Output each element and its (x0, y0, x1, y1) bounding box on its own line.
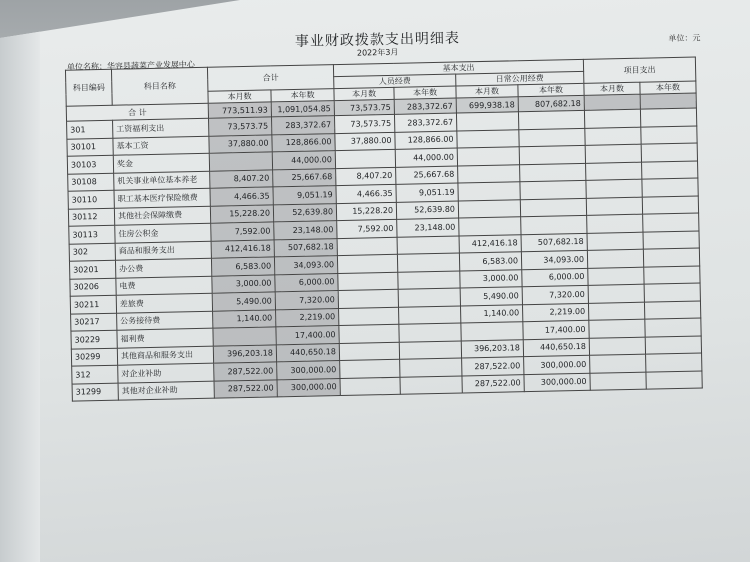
cell-pers-year (399, 340, 461, 359)
cell-code: 30299 (71, 348, 117, 366)
cell-proj-month (587, 249, 643, 268)
cell-total-year: 300,000.00 (277, 378, 340, 397)
cell-code: 30101 (67, 138, 113, 156)
cell-pers-year (399, 323, 461, 342)
total-label: 合 计 (66, 103, 208, 121)
cell-code: 30206 (70, 278, 116, 296)
cell-total-year: 17,400.00 (276, 326, 339, 345)
cell-pub-year: 17,400.00 (523, 320, 589, 339)
cell-pers-year: 44,000.00 (395, 148, 457, 167)
cell-name: 机关事业单位基本养老 (114, 171, 210, 191)
cell-proj-year (645, 335, 701, 354)
cell-name: 其他商品和服务支出 (117, 346, 213, 366)
cell-pub-year: 507,682.18 (521, 233, 587, 252)
cell-total-month: 287,522.00 (214, 362, 277, 381)
cell-pers-month (338, 272, 398, 291)
cell-proj-month (590, 354, 646, 373)
cell-pers-year (398, 271, 460, 290)
cell-proj-year (646, 353, 702, 372)
cell-pers-year: 52,639.80 (396, 201, 458, 220)
cell-name: 奖金 (113, 153, 209, 173)
cell-pers-month: 15,228.20 (336, 202, 396, 221)
cell-pub-year (520, 198, 586, 217)
document (52, 10, 710, 404)
cell-pers-year: 128,866.00 (395, 131, 457, 150)
cell-pub-month (458, 199, 520, 218)
cell-pub-year (520, 163, 586, 182)
cell-code: 301 (67, 120, 113, 138)
cell-proj-month (588, 267, 644, 286)
cell-name: 对企业补助 (118, 363, 214, 383)
cell-name: 福利费 (117, 328, 213, 348)
cell-pers-year (398, 288, 460, 307)
cell-pub-month: 396,203.18 (461, 339, 523, 358)
cell-pers-month: 37,880.00 (335, 132, 395, 151)
cell-proj-year (641, 143, 697, 162)
total-pers-year: 283,372.67 (394, 98, 456, 114)
cell-name: 电费 (116, 276, 212, 296)
cell-total-year: 440,650.18 (276, 343, 339, 362)
cell-total-year: 23,148.00 (274, 221, 337, 240)
cell-proj-year (642, 178, 698, 197)
cell-code: 30110 (68, 190, 114, 208)
total-month: 773,511.93 (208, 102, 271, 118)
cell-total-year: 2,219.00 (276, 308, 339, 327)
cell-code: 30113 (69, 225, 115, 243)
cell-pub-year (519, 128, 585, 147)
cell-pub-month (456, 112, 518, 131)
cell-name: 办公费 (115, 258, 211, 278)
cell-pub-month: 1,140.00 (460, 304, 522, 323)
cell-pub-month (457, 147, 519, 166)
cell-code: 30201 (69, 260, 115, 278)
cell-total-year: 44,000.00 (272, 151, 335, 170)
cell-total-month: 396,203.18 (213, 344, 276, 363)
cell-code: 30229 (71, 330, 117, 348)
total-year: 1,091,054.85 (271, 101, 334, 117)
cell-total-year: 507,682.18 (274, 238, 337, 257)
cell-pers-year (398, 306, 460, 325)
cell-proj-year (645, 318, 701, 337)
header-project: 项目支出 (583, 57, 695, 83)
cell-pers-year: 23,148.00 (397, 218, 459, 237)
cell-pub-year: 440,650.18 (523, 338, 589, 357)
cell-pers-month (340, 359, 400, 378)
cell-code: 302 (69, 243, 115, 261)
header-pub-month: 本月数 (456, 85, 518, 98)
cell-code: 30108 (68, 173, 114, 191)
cell-total-month (209, 152, 272, 171)
cell-total-year: 300,000.00 (277, 361, 340, 380)
total-pub-month: 699,938.18 (456, 97, 518, 113)
cell-pub-month (461, 322, 523, 341)
cell-pers-month (339, 307, 399, 326)
cell-code: 30217 (71, 313, 117, 331)
cell-pub-year: 2,219.00 (522, 303, 588, 322)
cell-total-month: 1,140.00 (213, 309, 276, 328)
cell-proj-month (589, 319, 645, 338)
cell-total-year: 9,051.19 (273, 186, 336, 205)
cell-total-year: 7,320.00 (275, 291, 338, 310)
cell-pub-month (457, 129, 519, 148)
header-pub-year: 本年数 (518, 83, 584, 96)
cell-pub-month: 287,522.00 (462, 357, 524, 376)
expenditure-table (65, 57, 703, 402)
cell-total-month: 4,466.35 (210, 187, 273, 206)
cell-pers-year: 283,372.67 (394, 113, 456, 132)
cell-proj-year (642, 196, 698, 215)
cell-pub-year: 300,000.00 (524, 355, 590, 374)
cell-total-year: 283,372.67 (271, 116, 334, 135)
header-code: 科目编码 (65, 69, 112, 106)
cell-total-year: 6,000.00 (275, 273, 338, 292)
cell-pers-month: 4,466.35 (336, 184, 396, 203)
cell-name: 职工基本医疗保险缴费 (114, 188, 210, 208)
cell-proj-year (640, 108, 696, 127)
header-total-year: 本年数 (271, 89, 334, 102)
cell-proj-year (641, 126, 697, 145)
cell-total-year: 25,667.68 (273, 168, 336, 187)
cell-proj-month (588, 284, 644, 303)
cell-total-month: 7,592.00 (211, 222, 274, 241)
cell-total-month: 73,573.75 (209, 117, 272, 136)
cell-pers-year (397, 253, 459, 272)
cell-pub-year (518, 110, 584, 129)
cell-pers-month (339, 342, 399, 361)
cell-pers-year: 9,051.19 (396, 183, 458, 202)
cell-proj-month (590, 372, 646, 391)
total-pers-month: 73,573.75 (334, 99, 394, 115)
cell-proj-year (643, 230, 699, 249)
cell-pub-year: 34,093.00 (521, 250, 587, 269)
cell-total-year: 52,639.80 (273, 203, 336, 222)
header-proj-year: 本年数 (640, 81, 696, 94)
document-org: 单位名称：华容县蔬菜产业发展中心 (66, 60, 195, 72)
cell-proj-month (589, 337, 645, 356)
cell-total-month: 8,407.20 (210, 169, 273, 188)
header-name: 科目名称 (111, 67, 208, 105)
cell-total-month: 3,000.00 (212, 274, 275, 293)
total-proj-month (584, 94, 640, 110)
cell-proj-month (588, 302, 644, 321)
cell-proj-year (643, 248, 699, 267)
cell-proj-month (585, 127, 641, 146)
cell-code: 30211 (70, 295, 116, 313)
cell-name: 商品和服务支出 (115, 241, 211, 261)
cell-proj-month (586, 179, 642, 198)
cell-proj-year (642, 161, 698, 180)
cell-proj-month (585, 144, 641, 163)
total-proj-year (640, 93, 696, 109)
cell-proj-month (586, 197, 642, 216)
header-total: 合计 (207, 65, 333, 92)
cell-name: 其他社会保障缴费 (114, 206, 210, 226)
cell-total-month: 5,490.00 (212, 292, 275, 311)
total-pub-year: 807,682.18 (518, 95, 584, 111)
cell-pub-month (458, 164, 520, 183)
cell-pers-year (400, 375, 462, 394)
document-unit: 单位：元 (668, 33, 701, 44)
cell-code: 312 (72, 365, 118, 383)
cell-pub-year (521, 215, 587, 234)
cell-total-year: 128,866.00 (272, 133, 335, 152)
cell-pub-year: 6,000.00 (522, 268, 588, 287)
cell-pub-year (519, 145, 585, 164)
cell-proj-year (644, 300, 700, 319)
cell-total-month: 6,583.00 (211, 257, 274, 276)
cell-pers-year (397, 236, 459, 255)
cell-pub-month (459, 217, 521, 236)
cell-name: 公务接待费 (117, 311, 213, 331)
cell-pers-month (338, 289, 398, 308)
cell-pub-month: 287,522.00 (462, 374, 524, 393)
cell-pub-month: 5,490.00 (460, 287, 522, 306)
header-proj-month: 本月数 (584, 82, 640, 95)
cell-total-year: 34,093.00 (274, 256, 337, 275)
cell-total-month: 15,228.20 (210, 204, 273, 223)
document-date: 2022年3月 (356, 47, 399, 58)
cell-name: 工资福利支出 (113, 118, 209, 138)
cell-name: 基本工资 (113, 136, 209, 156)
cell-pub-month: 412,416.18 (459, 234, 521, 253)
cell-pers-year: 25,667.68 (396, 166, 458, 185)
cell-pers-month (337, 254, 397, 273)
cell-total-month: 412,416.18 (211, 239, 274, 258)
cell-pub-month: 3,000.00 (460, 269, 522, 288)
cell-pers-year (400, 358, 462, 377)
cell-proj-year (643, 213, 699, 232)
cell-proj-month (586, 162, 642, 181)
cell-pers-month: 7,592.00 (337, 219, 397, 238)
cell-pers-month (337, 237, 397, 256)
cell-pers-month (335, 149, 395, 168)
header-pers-month: 本月数 (334, 87, 394, 100)
cell-code: 31299 (72, 383, 118, 401)
cell-total-month: 287,522.00 (214, 379, 277, 398)
cell-pers-month: 8,407.20 (336, 167, 396, 186)
document-title: 事业财政拨款支出明细表 (294, 30, 461, 50)
cell-pers-month (339, 324, 399, 343)
cell-proj-year (646, 370, 702, 389)
cell-name: 住房公积金 (115, 223, 211, 243)
cell-code: 30112 (68, 208, 114, 226)
cell-pub-month (458, 182, 520, 201)
header-personnel: 人员经费 (334, 74, 456, 89)
cell-proj-year (644, 283, 700, 302)
cell-code: 30103 (67, 155, 113, 173)
header-public: 日常公用经费 (456, 71, 584, 86)
cell-pers-month (340, 377, 400, 396)
cell-total-month: 37,880.00 (209, 134, 272, 153)
cell-pub-year: 300,000.00 (524, 373, 590, 392)
cell-pub-year: 7,320.00 (522, 285, 588, 304)
cell-pub-month: 6,583.00 (459, 252, 521, 271)
cell-pub-year (520, 180, 586, 199)
cell-proj-month (587, 232, 643, 251)
cell-pers-month: 73,573.75 (334, 114, 394, 133)
header-total-month: 本月数 (208, 90, 271, 103)
cell-proj-month (587, 214, 643, 233)
cell-total-month (213, 327, 276, 346)
cell-proj-year (644, 265, 700, 284)
cell-proj-month (584, 109, 640, 128)
cell-name: 其他对企业补助 (118, 381, 214, 401)
header-pers-year: 本年数 (394, 86, 456, 99)
cell-name: 差旅费 (116, 293, 212, 313)
header-basic: 基本支出 (333, 59, 583, 76)
